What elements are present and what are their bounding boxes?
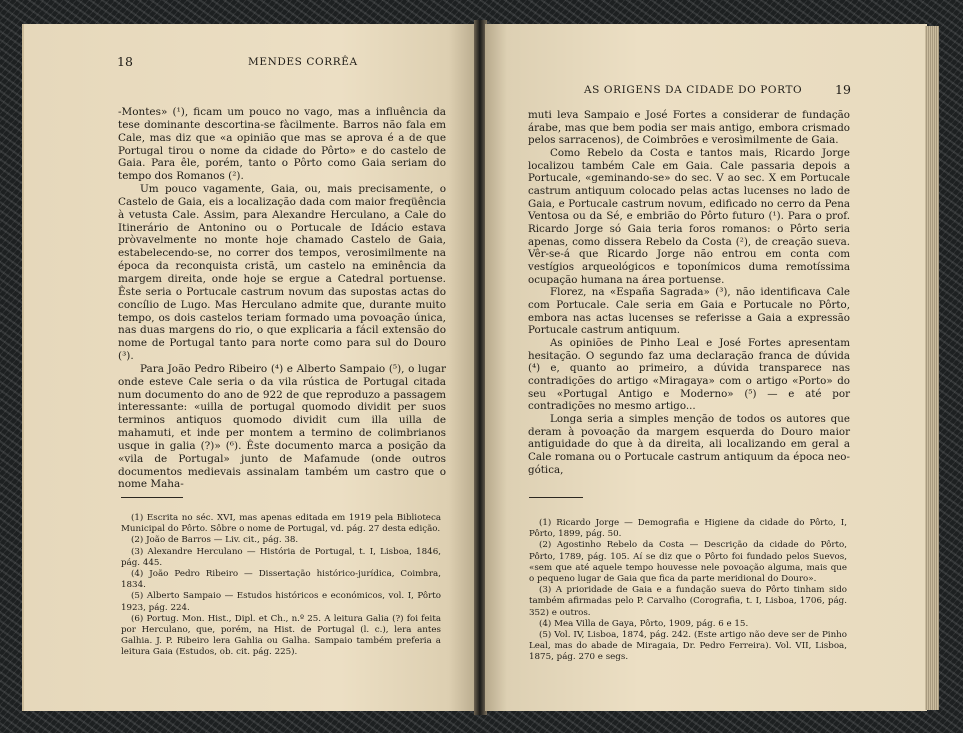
footnote: (1) Escrita no séc. XVI, mas apenas editada em 1919 pela Biblioteca Municipal do Pôrto. Sôbre o nome de Portugal, vd. pág. 27 desta edição. (121, 513, 441, 535)
left-body-text (118, 106, 446, 491)
right-footnotes (529, 518, 847, 664)
footnote: (2) Agostinho Rebelo da Costa — Descrição da cidade do Pôrto, Pôrto, 1789, pág. 105. Aí se diz que o Pôrto foi fundado pelos Suevos, «sem que até aquele tempo houvesse nele povoação alguma, mais que o pequeno lugar de Gaia que fica da parte meridional do Douro». (529, 540, 847, 585)
right-running-head: AS ORIGENS DA CIDADE DO PORTO (584, 84, 803, 96)
right-page-number: 19 (835, 82, 851, 97)
footnote: (3) Alexandre Herculano — História de Portugal, t. I, Lisboa, 1846, pág. 445. (121, 546, 441, 568)
footnote: (6) Portug. Mon. Hist., Dipl. et Ch., n.º 25. A leitura Galia (?) foi feita por Herculano, que, porém, na Hist. de Portugal (l. c.), lera antes Galhia. J. P. Ribeiro lera Gahlia ou Galha. Sampaio também preferia a leitura Gaia (Estudos, ob. cit. pág. 225). (121, 613, 441, 658)
paragraph: muti leva Sampaio e José Fortes a considerar de fundação árabe, mas que bem podia ser mais antigo, embora crismado pelos sarracenos), de Coimbrões e verosìmilmente de Gaia. (528, 109, 850, 147)
footnote: (3) A prioridade de Gaia e a fundação sueva do Pôrto tinham sido também afirmadas pelo P. Carvalho (Corografia, t. I, Lisboa, 1706, pág. 352) e outros. (529, 585, 847, 618)
paragraph: Um pouco vagamente, Gaia, ou, mais precisamente, o Castelo de Gaia, eis a localização dada com maior freqüência à vetusta Cale. Assim, para Alexandre Herculano, a Cale do Itinerário de Antonino ou o Portucale de Idácio estava pròvavelmente no monte hoje chamado Castelo de Gaia, estabelecendo-se, no correr dos tempos, verosimilmente na época da reconquista cristã, um castelo na eminência da margem direita, onde hoje se ergue a Catedral portuense. Êste seria o Portucale castrum novum das supostas actas do concílio de Lugo. Mas Herculano admite que, durante muito tempo, os dois castelos teriam formado uma povoação única, nas duas margens do rio, o que explicaria a fácil extensão do nome de Portugal tanto para norte como para sul do Douro (³). (118, 183, 446, 363)
paragraph: Para João Pedro Ribeiro (⁴) e Alberto Sampaio (⁵), o lugar onde esteve Cale seria o da vila rústica de Portugal citada num documento do ano de 922 de que reproduzo a passagem interessante: «uilla de portugal quomodo dividit per suos terminos antiquos quomodo dividit cum illa uilla de mahamuti, et inde per montem a termino de colimbrianos usque in galia (?)» (⁶). Êste documento marca a posição da «vila de Portugal» junto de Mafamude (onde outros documentos medievais assinalam também um castro que o nome Maha- (118, 362, 446, 491)
footnote: (5) Alberto Sampaio — Estudos históricos e económicos, vol. I, Pôrto 1923, pág. 224. (121, 591, 441, 613)
paragraph: As opiniões de Pinho Leal e José Fortes apresentam hesitação. O segundo faz uma declaração franca de dúvida (⁴) e, quanto ao primeiro, a dúvida transparece nas contradições do artigo «Miragaya» com o artigo «Porto» do seu «Portugal Antigo e Moderno» (⁵) — e até por contradições no mesmo artigo... (528, 337, 850, 413)
paragraph: Como Rebelo da Costa e tantos mais, Ricardo Jorge localizou também Cale em Gaia. Cale passaria depois a Portucale, «geminando-se» do sec. V ao sec. X em Portucale castrum antiquum colocado pelas actas lucenses no lado de Gaia, e Portucale castrum novum, edificado no cerro da Pena Ventosa ou da Sé, e embrião do Pôrto futuro (¹). Para o prof. Ricardo Jorge só Gaia teria foros romanos: o Pôrto seria apenas, como dissera Rebelo da Costa (²), de creação sueva. Vêr-se-á que Ricardo Jorge não entrou em conta com vestígios arqueológicos e toponímicos duma remotíssima ocupação humana na área portuense. (528, 147, 850, 286)
footnote-separator (529, 497, 583, 498)
paragraph: Florez, na «España Sagrada» (³), não identificava Cale com Portucale. Cale seria em Gaia e Portucale no Pôrto, embora nas actas lucenses se referisse a Gaia a expressão Portucale castrum antiquum. (528, 286, 850, 337)
left-page-number: 18 (117, 54, 133, 69)
paragraph: Longa seria a simples menção de todos os autores que deram à povoação da margem esquerda do Douro maior antiguidade do que à da direita, ali localizando em geral a Cale romana ou o Portucale castrum antiquum da época neo-gótica, (528, 413, 850, 476)
left-footnotes (121, 513, 441, 659)
page-edges (925, 26, 939, 710)
footnote: (5) Vol. IV, Lisboa, 1874, pág. 242. (Este artigo não deve ser de Pinho Leal, mas do abade de Miragaia, Dr. Pedro Ferreira). Vol. VII, Lisboa, 1875, pág. 270 e segs. (529, 630, 847, 663)
left-running-head: MENDES CORRÊA (248, 56, 358, 68)
footnote: (4) João Pedro Ribeiro — Dissertação histórico-jurídica, Coimbra, 1834. (121, 569, 441, 591)
footnote: (2) João de Barros — Liv. cit., pág. 38. (131, 535, 299, 546)
right-body-text (528, 109, 850, 476)
paragraph: -Montes» (¹), ficam um pouco no vago, mas a influência da tese dominante descortina-se fàcilmente. Barros não fala em Cale, mas diz que «a opinião que mas se aprova é a de que Portugal tirou o nome da cidade do Pôrto» e do castelo de Gaia. Para êle, porém, tanto o Pôrto como Gaia seriam do tempo dos Romanos (²). (118, 106, 446, 183)
footnote: (1) Ricardo Jorge — Demografia e Higiene da cidade do Pôrto, I, Pôrto, 1899, pág. 50. (529, 518, 847, 540)
footnote: (4) Mea Villa de Gaya, Pôrto, 1909, pág. 6 e 15. (539, 618, 749, 629)
footnote-separator (121, 497, 183, 498)
